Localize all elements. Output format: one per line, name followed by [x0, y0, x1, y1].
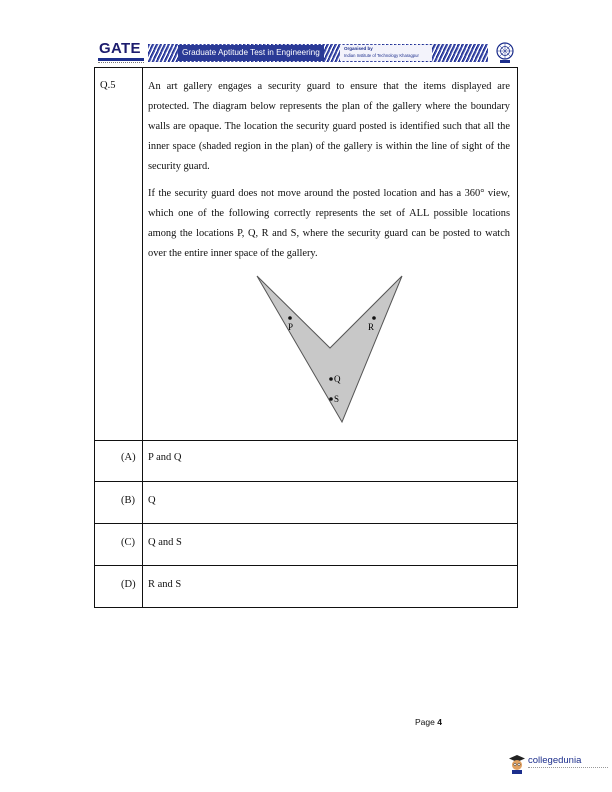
gate-logo-bar [98, 58, 144, 61]
option-divider-b [142, 481, 143, 524]
option-row-b [94, 481, 518, 524]
point-p-label: P [288, 322, 294, 332]
header-title: Graduate Aptitude Test in Engineering [178, 45, 324, 61]
organised-by-label: Organised by [344, 46, 373, 51]
iit-emblem-icon [494, 41, 516, 65]
option-divider-c [142, 523, 143, 566]
option-c-text[interactable]: Q and S [148, 537, 182, 548]
page-number-value: 4 [437, 717, 442, 727]
question-paragraph-2: If the security guard does not move around the posted location and has a 360° view, which one of the following correctly represents the set of ALL possible locations among the locations P, Q, R and S, where the security guard can be posted to watch over the entire inner space of the gallery. [148, 188, 510, 259]
option-d-label[interactable]: (D) [121, 579, 136, 590]
point-s-marker [329, 397, 333, 401]
page-number [415, 717, 442, 727]
option-b-label[interactable]: (B) [121, 495, 135, 506]
watermark-text: collegedunia [528, 755, 582, 766]
option-divider-a [142, 440, 143, 482]
gate-logo-tagline [98, 62, 144, 65]
question-paragraph-1: An art gallery engages a security guard to ensure that the items displayed are protected. The diagram below represents the plan of the gallery where the boundary walls are opaque. The location the security guard posted is identified such that all the inner space (shaded region in the plan) of the gallery is within the line of sight of the security guard. [148, 81, 510, 172]
gallery-plan-diagram [250, 270, 410, 435]
question-number: Q.5 [100, 80, 116, 91]
institute-name: Indian Institute of Technology Kharagpur [344, 53, 419, 58]
organiser-box [340, 45, 432, 61]
gate-logo [98, 40, 148, 66]
option-a-text[interactable]: P and Q [148, 452, 182, 463]
collegedunia-watermark [506, 752, 612, 778]
header-banner [98, 40, 516, 66]
point-r-label: R [368, 322, 375, 332]
point-q-label: Q [334, 374, 341, 384]
option-d-text[interactable]: R and S [148, 579, 182, 590]
option-b-text[interactable]: Q [148, 495, 156, 506]
gallery-floor-plan [257, 276, 402, 422]
header-stripe [148, 44, 488, 62]
watermark-tagline [528, 767, 608, 770]
page-prefix: Page [415, 717, 435, 727]
point-q-marker [329, 377, 333, 381]
point-s-label: S [334, 394, 340, 404]
option-a-label[interactable]: (A) [121, 452, 136, 463]
option-c-label[interactable]: (C) [121, 537, 135, 548]
question-divider [142, 67, 143, 441]
option-divider-d [142, 565, 143, 608]
gate-logo-text: GATE [99, 40, 141, 57]
graduate-avatar-icon [508, 754, 526, 774]
point-p-marker [288, 316, 292, 320]
point-r-marker [372, 316, 376, 320]
